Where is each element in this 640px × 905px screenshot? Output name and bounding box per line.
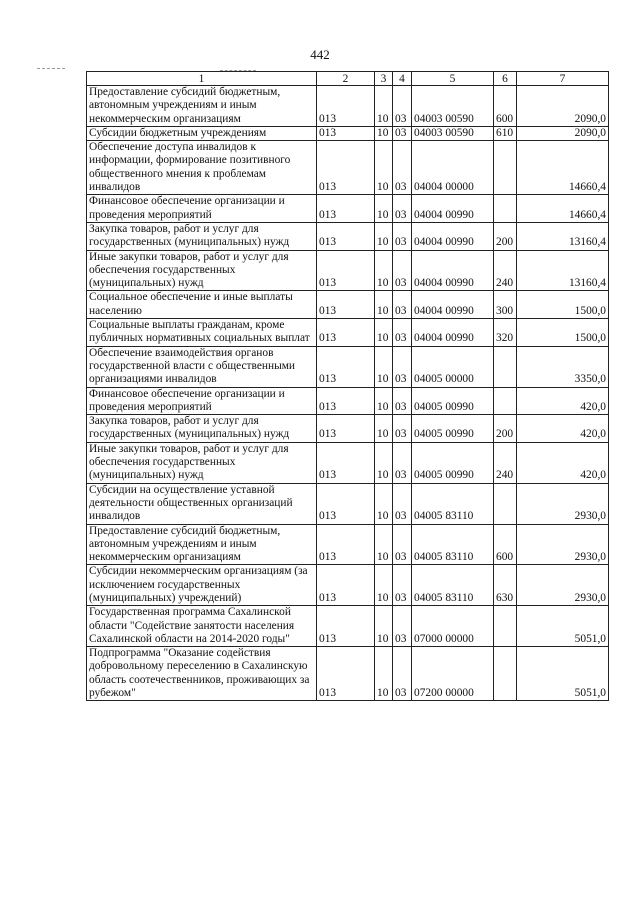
row-amount: 3350,0 [517, 346, 609, 387]
row-name: Финансовое обеспечение организации и проведения мероприятий [87, 387, 317, 415]
row-name: Обеспечение взаимодействия органов государственной власти с общественными организациями инвалидов [87, 346, 317, 387]
column-header-subsection: 4 [393, 72, 412, 86]
row-subsection: 03 [393, 415, 412, 443]
row-target-article: 04004 00000 [412, 141, 494, 195]
row-name: Финансовое обеспечение организации и проведения мероприятий [87, 195, 317, 223]
row-target-article: 07200 00000 [412, 647, 494, 701]
row-expense-type: 200 [494, 415, 517, 443]
row-subsection: 03 [393, 141, 412, 195]
column-header-expense-type: 6 [494, 72, 517, 86]
row-admin-code: 013 [317, 291, 375, 319]
row-subsection: 03 [393, 387, 412, 415]
row-section: 10 [375, 606, 393, 647]
row-amount: 1500,0 [517, 319, 609, 347]
scan-artifact-mark [37, 68, 65, 70]
row-target-article: 04005 83110 [412, 524, 494, 565]
table-row [87, 319, 609, 347]
row-section: 10 [375, 195, 393, 223]
table-row [87, 222, 609, 250]
row-target-article: 04004 00990 [412, 291, 494, 319]
row-subsection: 03 [393, 606, 412, 647]
row-target-article: 04005 00990 [412, 415, 494, 443]
table-row [87, 442, 609, 483]
row-name: Закупка товаров, работ и услуг для государственных (муниципальных) нужд [87, 222, 317, 250]
table-row [87, 126, 609, 140]
row-admin-code: 013 [317, 647, 375, 701]
table-row [87, 415, 609, 443]
row-target-article: 04004 00990 [412, 250, 494, 291]
row-name: Обеспечение доступа инвалидов к информации, формирование позитивного общественного мнения к проблемам инвалидов [87, 141, 317, 195]
row-expense-type: 600 [494, 524, 517, 565]
row-name: Социальные выплаты гражданам, кроме публичных нормативных социальных выплат [87, 319, 317, 347]
row-section: 10 [375, 647, 393, 701]
row-amount: 2090,0 [517, 86, 609, 127]
row-name: Иные закупки товаров, работ и услуг для обеспечения государственных (муниципальных) нужд [87, 250, 317, 291]
row-subsection: 03 [393, 319, 412, 347]
row-section: 10 [375, 250, 393, 291]
column-header-admin: 2 [317, 72, 375, 86]
row-expense-type [494, 483, 517, 524]
row-admin-code: 013 [317, 86, 375, 127]
row-amount: 5051,0 [517, 647, 609, 701]
row-section: 10 [375, 387, 393, 415]
row-subsection: 03 [393, 222, 412, 250]
row-section: 10 [375, 86, 393, 127]
table-row [87, 346, 609, 387]
row-admin-code: 013 [317, 524, 375, 565]
row-name: Подпрограмма "Оказание содействия добровольному переселению в Сахалинскую область соотечественников, проживающих за рубежом" [87, 647, 317, 701]
row-expense-type [494, 647, 517, 701]
row-subsection: 03 [393, 647, 412, 701]
row-admin-code: 013 [317, 126, 375, 140]
row-target-article: 04005 00990 [412, 387, 494, 415]
row-target-article: 04003 00590 [412, 86, 494, 127]
row-target-article: 04005 83110 [412, 483, 494, 524]
row-amount: 2090,0 [517, 126, 609, 140]
row-admin-code: 013 [317, 387, 375, 415]
row-expense-type: 600 [494, 86, 517, 127]
row-subsection: 03 [393, 346, 412, 387]
row-admin-code: 013 [317, 319, 375, 347]
table-row [87, 647, 609, 701]
row-section: 10 [375, 141, 393, 195]
row-amount: 420,0 [517, 442, 609, 483]
row-expense-type: 200 [494, 222, 517, 250]
row-expense-type [494, 387, 517, 415]
row-amount: 420,0 [517, 415, 609, 443]
row-amount: 5051,0 [517, 606, 609, 647]
row-name: Закупка товаров, работ и услуг для государственных (муниципальных) нужд [87, 415, 317, 443]
row-admin-code: 013 [317, 346, 375, 387]
row-name: Иные закупки товаров, работ и услуг для обеспечения государственных (муниципальных) нужд [87, 442, 317, 483]
row-target-article: 04004 00990 [412, 195, 494, 223]
row-section: 10 [375, 126, 393, 140]
table-row [87, 141, 609, 195]
row-amount: 1500,0 [517, 291, 609, 319]
row-expense-type: 240 [494, 442, 517, 483]
row-target-article: 04005 00990 [412, 442, 494, 483]
row-admin-code: 013 [317, 195, 375, 223]
row-name: Предоставление субсидий бюджетным, автономным учреждениям и иным некоммерческим организациям [87, 524, 317, 565]
row-target-article: 04004 00990 [412, 319, 494, 347]
row-subsection: 03 [393, 483, 412, 524]
column-header-target: 5 [412, 72, 494, 86]
table-row [87, 86, 609, 127]
row-expense-type: 320 [494, 319, 517, 347]
page-number: 442 [310, 47, 330, 62]
row-admin-code: 013 [317, 250, 375, 291]
table-header-row [87, 72, 609, 86]
row-expense-type [494, 346, 517, 387]
row-subsection: 03 [393, 86, 412, 127]
row-amount: 2930,0 [517, 483, 609, 524]
table-row [87, 483, 609, 524]
table-row [87, 565, 609, 606]
row-admin-code: 013 [317, 415, 375, 443]
row-subsection: 03 [393, 565, 412, 606]
row-section: 10 [375, 319, 393, 347]
table-row [87, 606, 609, 647]
row-section: 10 [375, 565, 393, 606]
row-amount: 13160,4 [517, 222, 609, 250]
row-target-article: 04005 83110 [412, 565, 494, 606]
row-expense-type: 300 [494, 291, 517, 319]
row-expense-type [494, 141, 517, 195]
table-row [87, 291, 609, 319]
row-name: Социальное обеспечение и иные выплаты населению [87, 291, 317, 319]
row-amount: 13160,4 [517, 250, 609, 291]
row-target-article: 04003 00590 [412, 126, 494, 140]
row-amount: 14660,4 [517, 141, 609, 195]
row-admin-code: 013 [317, 606, 375, 647]
row-section: 10 [375, 291, 393, 319]
row-expense-type [494, 606, 517, 647]
row-subsection: 03 [393, 291, 412, 319]
row-subsection: 03 [393, 442, 412, 483]
row-target-article: 04004 00990 [412, 222, 494, 250]
row-target-article: 07000 00000 [412, 606, 494, 647]
table-body [87, 86, 609, 701]
row-expense-type: 630 [494, 565, 517, 606]
row-subsection: 03 [393, 524, 412, 565]
row-section: 10 [375, 346, 393, 387]
row-subsection: 03 [393, 250, 412, 291]
row-expense-type: 610 [494, 126, 517, 140]
row-target-article: 04005 00000 [412, 346, 494, 387]
row-name: Субсидии на осуществление уставной деятельности общественных организаций инвалидов [87, 483, 317, 524]
row-expense-type: 240 [494, 250, 517, 291]
row-subsection: 03 [393, 126, 412, 140]
row-section: 10 [375, 442, 393, 483]
row-admin-code: 013 [317, 222, 375, 250]
column-header-section: 3 [375, 72, 393, 86]
row-section: 10 [375, 222, 393, 250]
row-admin-code: 013 [317, 442, 375, 483]
table-row [87, 387, 609, 415]
row-name: Субсидии некоммерческим организациям (за исключением государственных (муниципальных) учреждений) [87, 565, 317, 606]
row-name: Государственная программа Сахалинской области "Содействие занятости населения Сахалинской области на 2014-2020 годы" [87, 606, 317, 647]
row-admin-code: 013 [317, 141, 375, 195]
row-expense-type [494, 195, 517, 223]
table-row [87, 524, 609, 565]
budget-allocation-table [86, 71, 609, 701]
column-header-amount: 7 [517, 72, 609, 86]
row-amount: 2930,0 [517, 565, 609, 606]
row-admin-code: 013 [317, 565, 375, 606]
row-section: 10 [375, 524, 393, 565]
row-name: Предоставление субсидий бюджетным, автономным учреждениям и иным некоммерческим организациям [87, 86, 317, 127]
row-amount: 14660,4 [517, 195, 609, 223]
table-row [87, 250, 609, 291]
row-name: Субсидии бюджетным учреждениям [87, 126, 317, 140]
row-amount: 420,0 [517, 387, 609, 415]
row-admin-code: 013 [317, 483, 375, 524]
row-subsection: 03 [393, 195, 412, 223]
table-row [87, 195, 609, 223]
row-section: 10 [375, 483, 393, 524]
row-section: 10 [375, 415, 393, 443]
row-amount: 2930,0 [517, 524, 609, 565]
column-header-name: 1 [87, 72, 317, 86]
